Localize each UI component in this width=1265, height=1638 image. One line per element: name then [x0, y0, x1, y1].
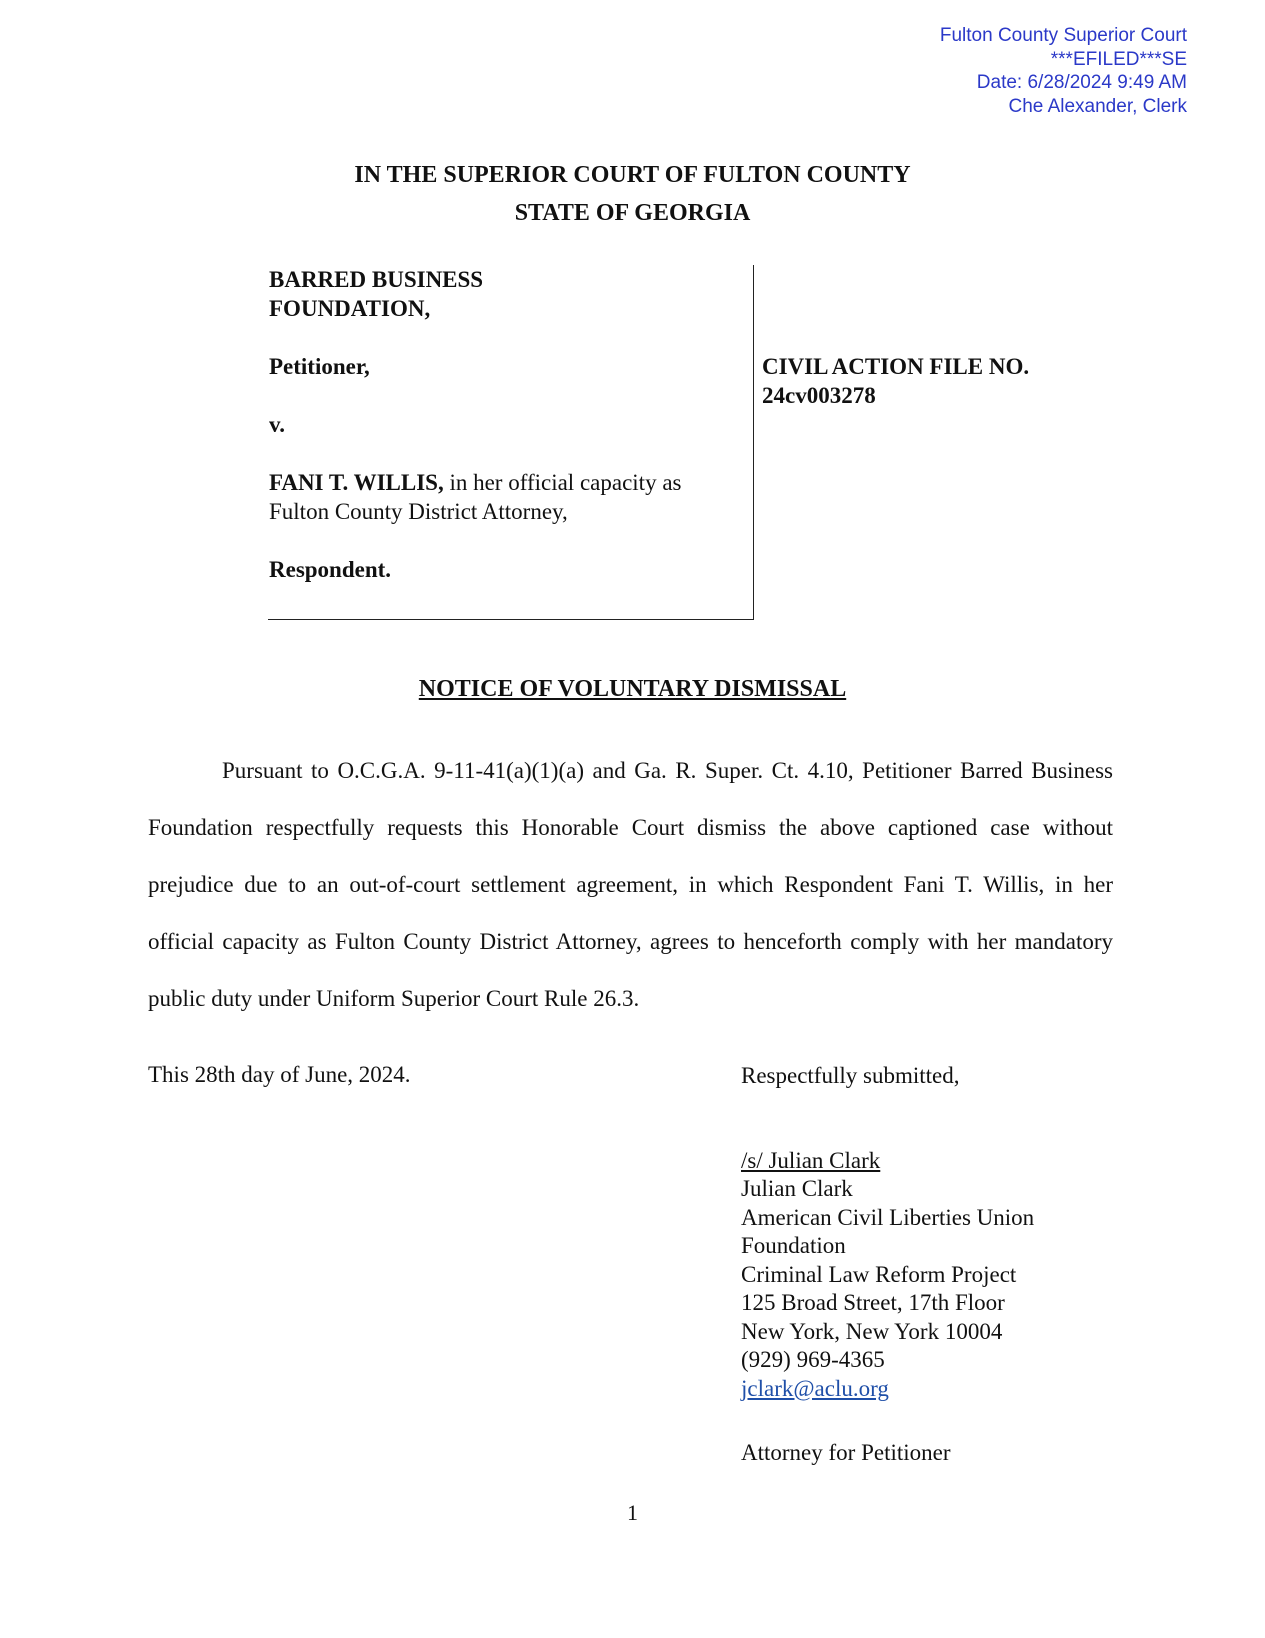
stamp-clerk: Che Alexander, Clerk [1008, 95, 1187, 117]
respondent-desc-line2: Fulton County District Attorney, [269, 499, 568, 524]
caption-divider-vertical [753, 265, 754, 620]
attorney-name: Julian Clark [741, 1176, 853, 1201]
case-number: 24cv003278 [762, 383, 876, 408]
organization-line1: American Civil Liberties Union [741, 1204, 1035, 1230]
closing: Respectfully submitted, [741, 1063, 960, 1088]
petitioner-name-line1: BARRED BUSINESS [269, 267, 484, 292]
address-line2: New York, New York 10004 [741, 1318, 1003, 1344]
attorney-role: Attorney for Petitioner [741, 1440, 951, 1465]
stamp-date: Date: 6/28/2024 9:49 AM [976, 72, 1187, 93]
court-heading [0, 156, 1265, 232]
court-heading-line1: IN THE SUPERIOR COURT OF FULTON COUNTY [354, 162, 911, 188]
versus-label: v. [269, 412, 285, 437]
respondent-label: Respondent. [269, 557, 392, 582]
project-name: Criminal Law Reform Project [741, 1261, 1017, 1287]
respondent-name [269, 468, 749, 526]
caption-divider-horizontal [268, 619, 754, 620]
date-line: This 28th day of June, 2024. [148, 1062, 411, 1087]
electronic-signature: /s/ Julian Clark [741, 1147, 881, 1173]
stamp-court: Fulton County Superior Court [939, 25, 1187, 46]
email-link[interactable]: jclark@aclu.org [741, 1375, 889, 1401]
page-number: 1 [627, 1500, 638, 1525]
petitioner-label: Petitioner, [269, 354, 370, 379]
respondent-desc-line1: in her official capacity as [449, 470, 682, 495]
petitioner-name-line2: FOUNDATION, [269, 296, 431, 321]
case-caption-parties [269, 265, 749, 613]
document-title: NOTICE OF VOLUNTARY DISMISSAL [418, 676, 847, 702]
court-heading-line2: STATE OF GEORGIA [514, 200, 751, 226]
organization-line2: Foundation [741, 1233, 846, 1258]
stamp-efiled: ***EFILED***SE [1050, 48, 1187, 70]
address-line1: 125 Broad Street, 17th Floor [741, 1290, 1005, 1315]
respondent-name-bold: FANI T. WILLIS, [269, 470, 444, 495]
petitioner-name [269, 265, 749, 323]
efiled-stamp [940, 24, 1187, 118]
signature-block [741, 1062, 1121, 1468]
body-paragraph: Pursuant to O.C.G.A. 9-11-41(a)(1)(a) and Ga. R. Super. Ct. 4.10, Petitioner Barred Business Foundation respectfully requests this Honorable Court dismiss the above captioned case without prejudice due to an out-of-court settlement agreement, in which Respondent Fani T. Willis, in her official capacity as Fulton County District Attorney, agrees to henceforth comply with her mandatory public duty under Uniform Superior Court Rule 26.3. [148, 758, 1113, 1011]
phone-number: (929) 969-4365 [741, 1347, 885, 1372]
case-number-block [762, 352, 1102, 410]
case-number-label: CIVIL ACTION FILE NO. [762, 354, 1030, 379]
